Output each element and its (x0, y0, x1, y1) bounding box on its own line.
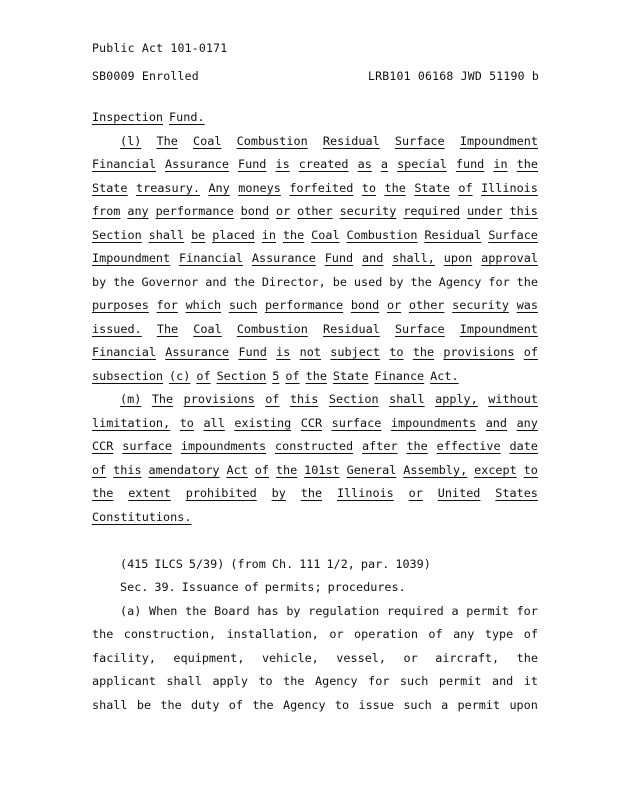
text-line: CCR surface impoundments constructed after the effective date (92, 439, 538, 453)
text-line: subsection (c) of Section 5 of the State Finance Act. (92, 368, 459, 383)
text-line: Constitutions. (92, 509, 192, 524)
text-line: Sec. 39. Issuance of permits; procedures. (120, 580, 406, 594)
text-line: Section shall be placed in the Coal Combustion Residual Surface (92, 227, 538, 242)
text-line: Inspection Fund. (92, 110, 205, 124)
text-line: (m) The provisions of this Section shall apply, without (120, 392, 538, 406)
text-line: facility, equipment, vehicle, vessel, or aircraft, the (92, 650, 538, 665)
text-line: applicant shall apply to the Agency for such permit and it (92, 674, 538, 688)
text-line: Financial Assurance Fund is created as a special fund in the (92, 157, 538, 171)
text-line: purposes for which such performance bond or other security was (92, 298, 538, 312)
text-line: Financial Assurance Fund is not subject to the provisions of (92, 345, 538, 359)
statute-text (92, 106, 538, 717)
text-line: (l) The Coal Combustion Residual Surface Impoundment (120, 133, 538, 148)
text-line: Impoundment Financial Assurance Fund and shall, upon approval (92, 251, 538, 265)
bill-number: SB0009 Enrolled (92, 69, 199, 83)
text-line: of this amendatory Act of the 101st General Assembly, except to (92, 462, 538, 477)
paragraph-gap (92, 529, 538, 553)
text-line: issued. The Coal Combustion Residual Surface Impoundment (92, 321, 538, 336)
text-line: limitation, to all existing CCR surface impoundments and any (92, 415, 538, 430)
text-line: shall be the duty of the Agency to issue such a permit upon (92, 697, 538, 712)
text-line: (a) When the Board has by regulation required a permit for (120, 603, 538, 618)
text-line: the construction, installation, or operation of any type of (92, 627, 538, 641)
lrb-reference: LRB101 06168 JWD 51190 b (368, 69, 539, 83)
text-line: by the Governor and the Director, be used by the Agency for the (92, 274, 538, 289)
text-line: the extent prohibited by the Illinois or United States (92, 486, 538, 500)
public-act-number: Public Act 101-0171 (92, 41, 228, 55)
text-line: from any performance bond or other security required under this (92, 204, 538, 218)
text-line: (415 ILCS 5/39) (from Ch. 111 1/2, par. 1039) (120, 556, 431, 571)
text-line: State treasury. Any moneys forfeited to the State of Illinois (92, 180, 538, 195)
